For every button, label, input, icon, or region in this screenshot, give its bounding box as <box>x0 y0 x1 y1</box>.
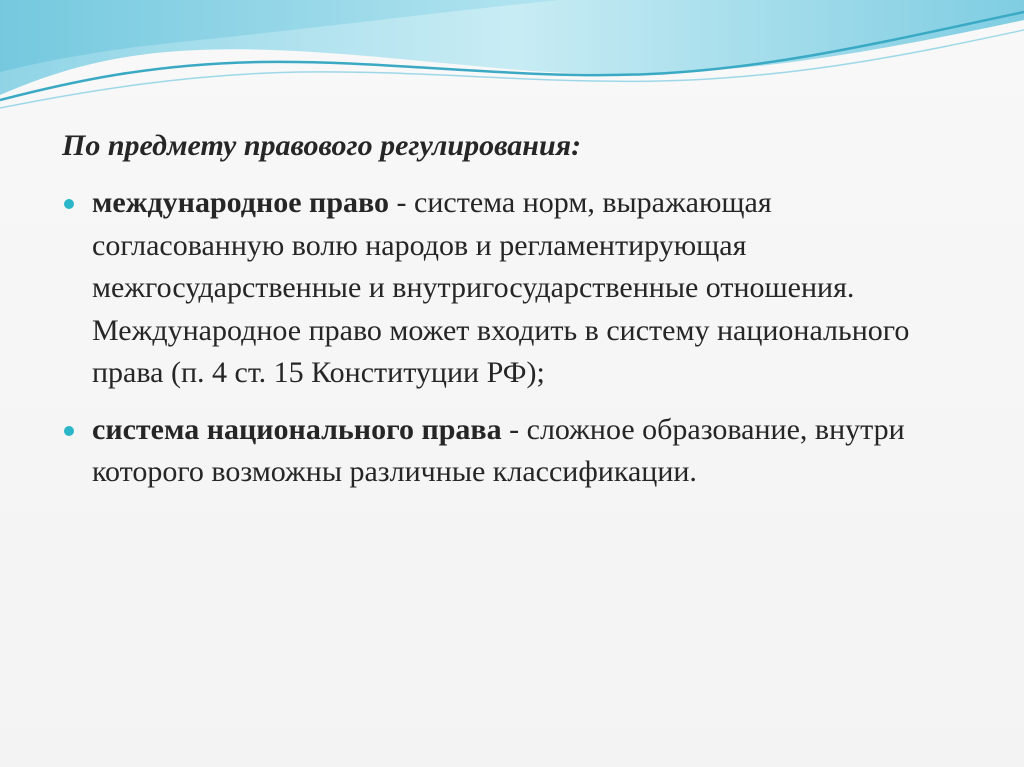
bullet-dot-icon <box>64 199 74 209</box>
bullet-text: - система норм, выражающая согласованную волю народов и регламентирующая межгосударственные и внутригосударственные отношения. Международное право может входить в систему национального права (п. 4 ст. 15 Конституции РФ); <box>92 186 910 389</box>
list-item <box>62 409 962 494</box>
header-wave-decoration <box>0 0 1024 120</box>
slide-content <box>62 126 962 508</box>
bullet-text: - сложное образование, внутри которого возможны различные классификации. <box>92 412 905 488</box>
slide-heading: По предмету правового регулирования: <box>62 129 582 162</box>
list-item <box>62 182 962 395</box>
bullet-term: международное право <box>92 186 390 219</box>
bullet-term: система национального права <box>92 412 502 446</box>
bullet-dot-icon <box>64 426 74 436</box>
